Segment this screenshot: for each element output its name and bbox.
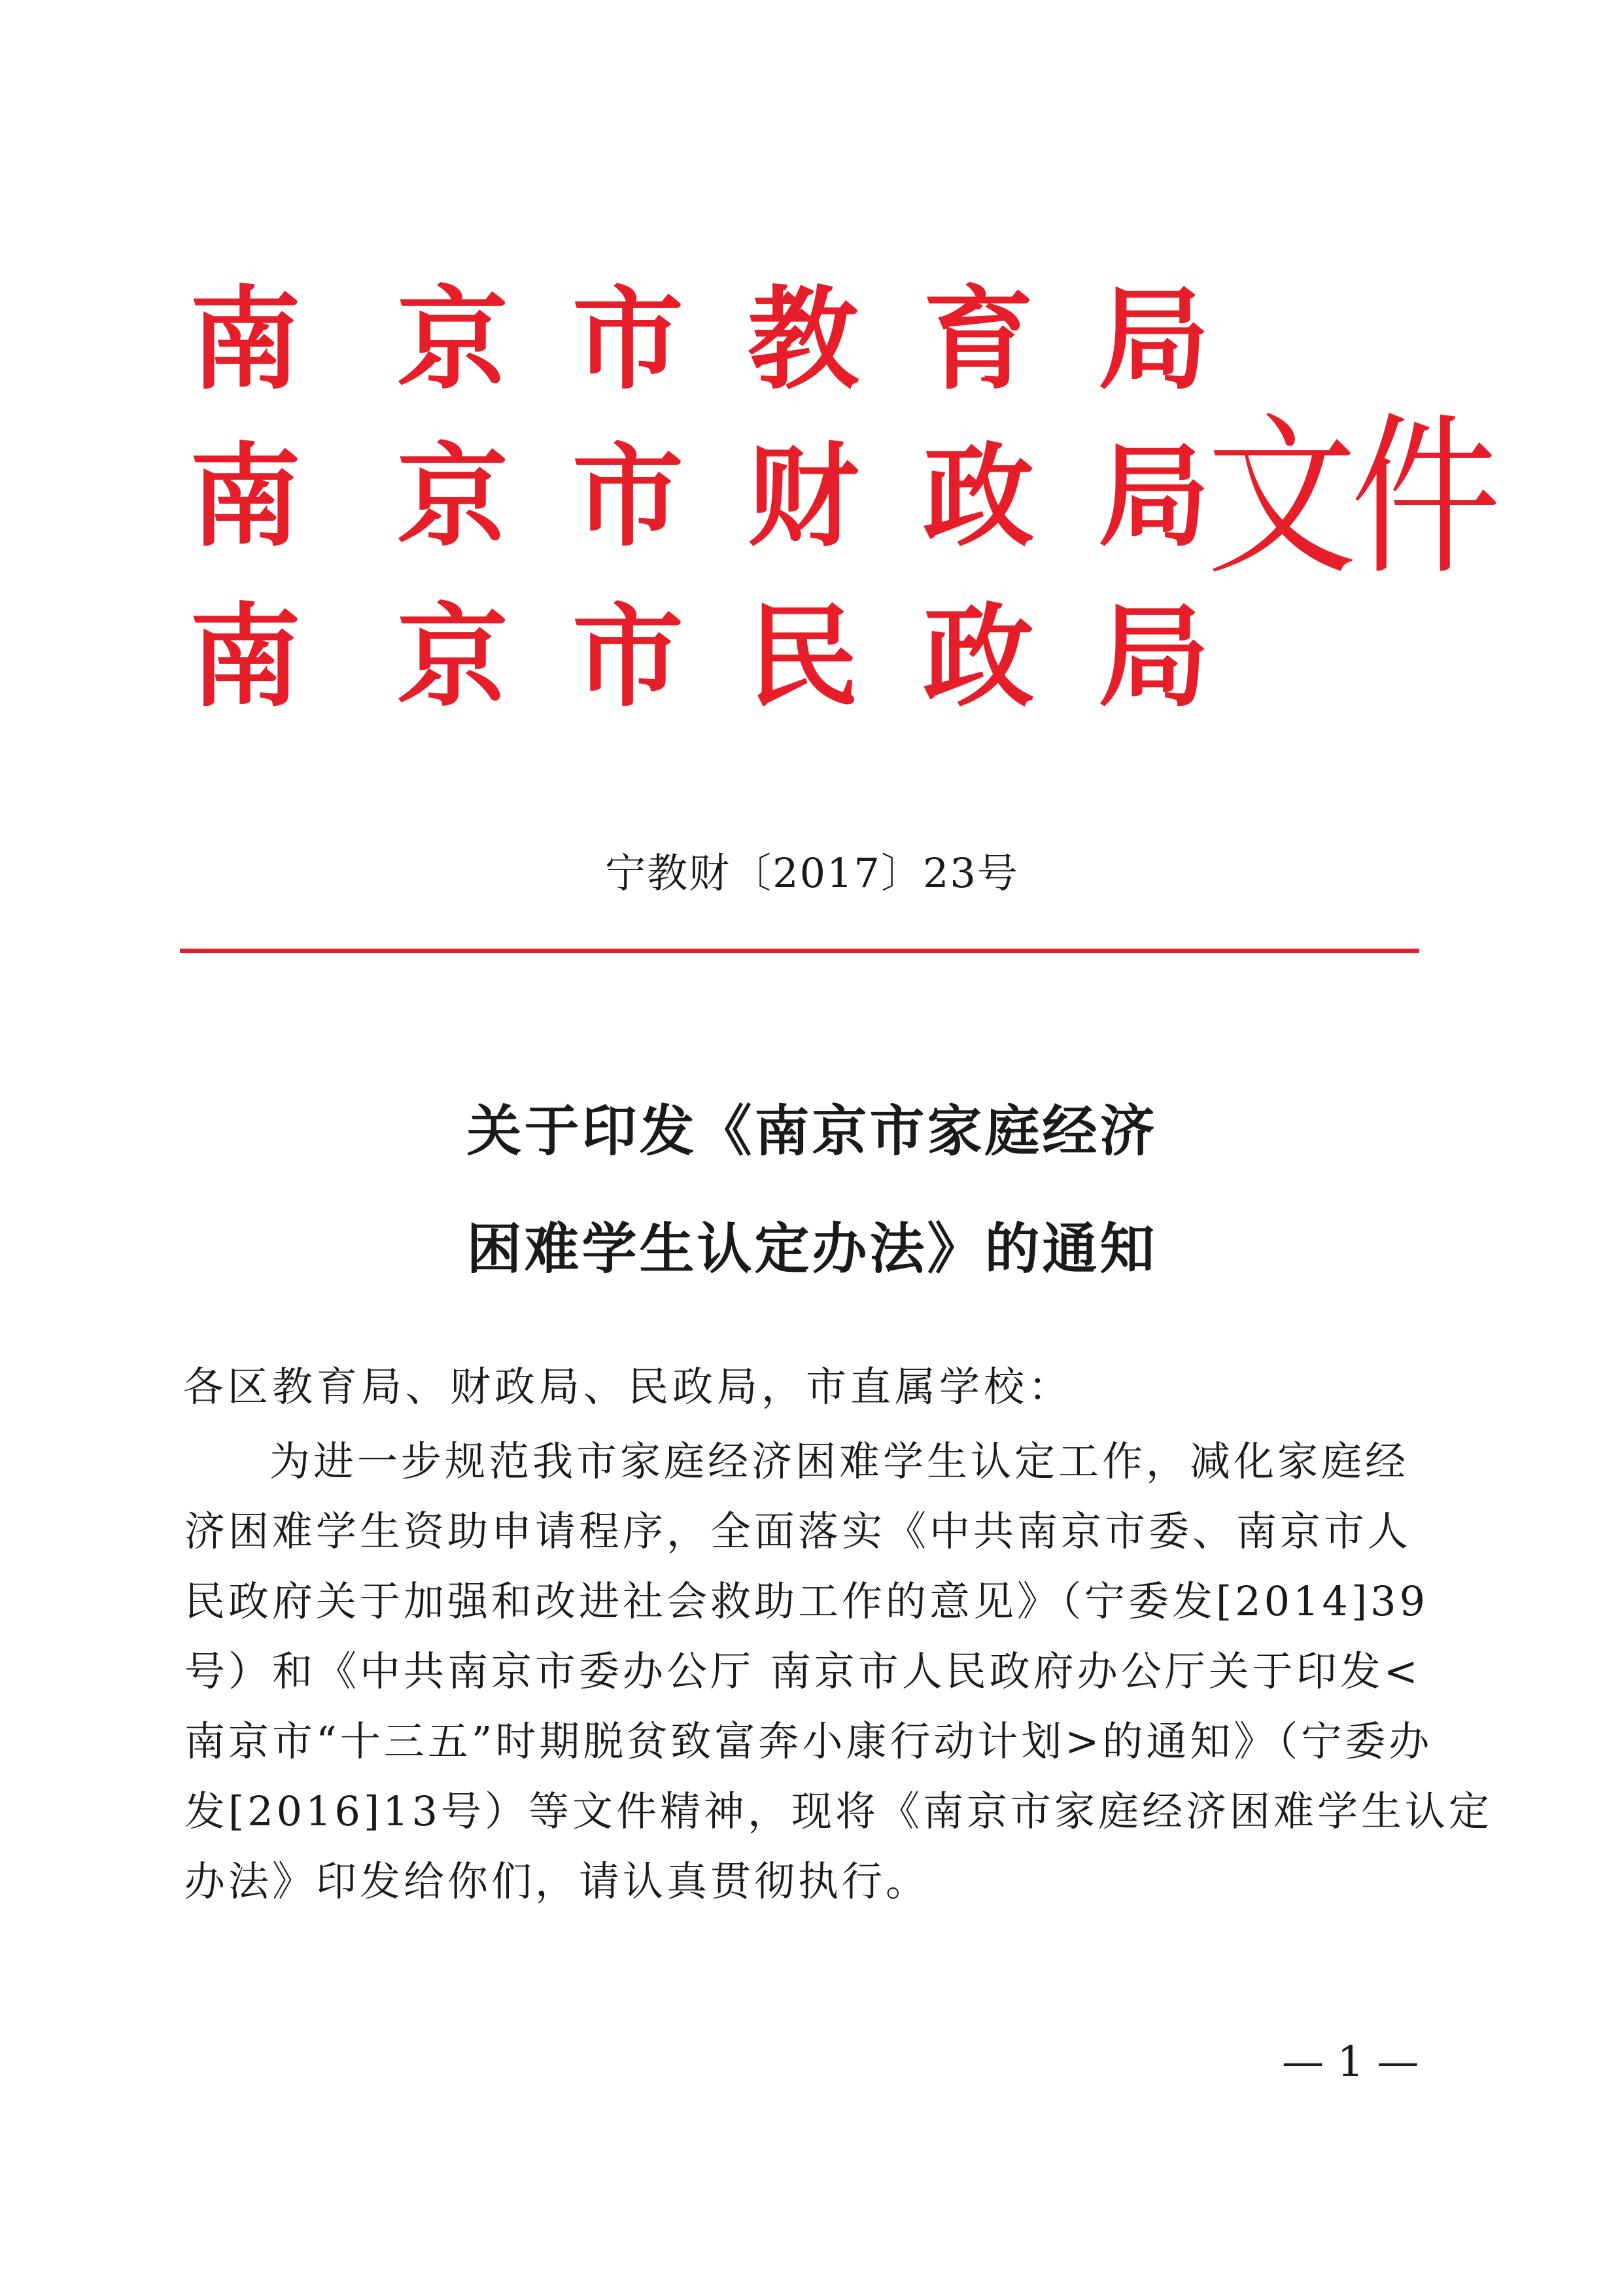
issuer-civil-affairs-bureau [190,586,1210,729]
document-title-line-1: 关于印发《南京市家庭经济 [466,1099,1158,1163]
issuer-char: 南 [190,432,302,562]
document-title-line-2: 困难学生认定办法》的通知 [466,1217,1158,1281]
issuer-char: 京 [396,593,508,722]
body-text [184,1426,1493,1916]
page-number: — 1 — [1282,2038,1419,2086]
body-line: 办法》印发给你们，请认真贯彻执行。 [184,1857,930,1905]
body-line: 发[2016]13号）等文件精神，现将《南京市家庭经济困难学生认定 [184,1787,1493,1835]
red-divider [180,949,1419,953]
issuer-char: 局 [1097,432,1209,562]
issuer-char: 政 [922,593,1034,722]
issuer-char: 南 [190,593,302,722]
document-number: 宁教财〔2017〕23号 [605,849,1019,897]
issuer-char: 局 [1097,593,1209,722]
issuer-finance-bureau [190,425,1210,569]
issuer-char: 京 [396,432,508,562]
body-line: 济困难学生资助申请程序，全面落实《中共南京市委、南京市人 [184,1507,1412,1555]
issuer-char: 财 [747,432,859,562]
issuer-char: 市 [572,593,683,722]
issuer-char: 育 [922,275,1034,405]
issuer-char: 京 [396,275,508,405]
issuer-char: 市 [572,432,683,562]
body-line: 民政府关于加强和改进社会救助工作的意见》（宁委发[2014]39 [184,1577,1429,1625]
issuer-education-bureau [190,268,1210,412]
body-line: 为进一步规范我市家庭经济困难学生认定工作，减化家庭经 [269,1437,1409,1485]
issuer-char: 教 [747,275,859,405]
issuer-char: 南 [190,275,302,405]
body-line: 南京市“十三五”时期脱贫致富奔小康行动计划>的通知》（宁委办 [184,1717,1433,1765]
salutation: 各区教育局、财政局、民政局，市直属学校： [183,1363,1073,1410]
issuer-char: 市 [572,275,683,405]
red-letterhead [190,268,1495,739]
body-line: 号）和《中共南京市委办公厅 南京市人民政府办公厅关于印发< [184,1647,1421,1695]
issuer-char: 局 [1097,275,1209,405]
issuer-char: 民 [747,593,859,722]
issuer-char: 政 [922,432,1034,562]
document-suffix: 文件 [1207,398,1495,599]
